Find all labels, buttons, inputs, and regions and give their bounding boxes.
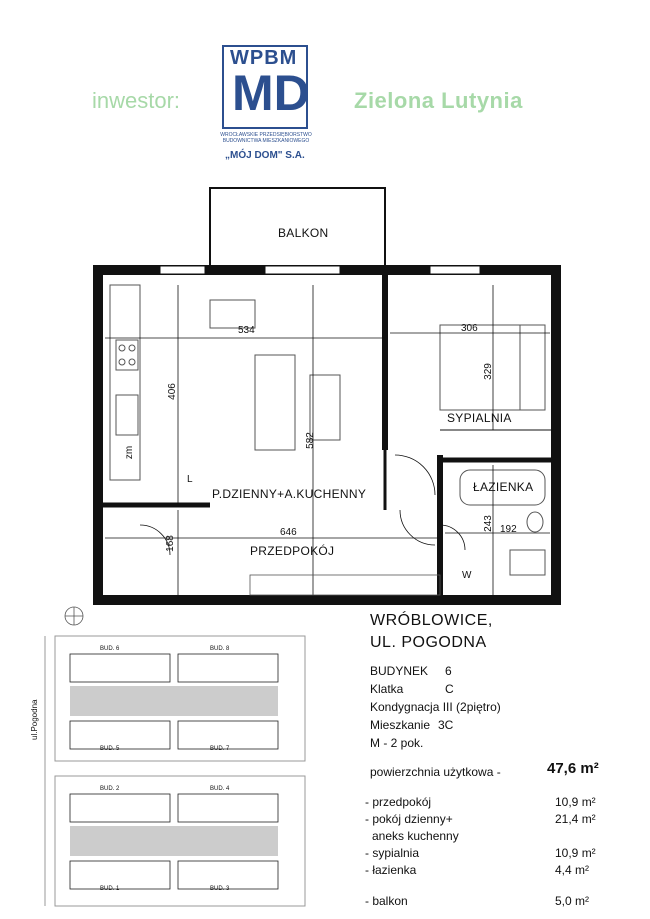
usable-area-label: powierzchnia użytkowa - [370,765,501,779]
area-label-hall: - przedpokój [365,795,432,809]
area-value-hall: 10,9 m² [555,795,596,809]
area-value-balcony: 5,0 m² [555,894,590,908]
dim-243: 243 [482,515,494,532]
floor-label: Kondygnacja III (2piętro) [370,700,501,714]
dim-329: 329 [482,363,494,380]
area-label-kitchen: aneks kuchenny [372,829,459,843]
bud-7: BUD. 7 [210,746,230,752]
street-title: UL. POGODNA [370,634,487,651]
dining-table [210,300,255,328]
bud-1: BUD. 1 [100,886,120,892]
dim-646: 646 [280,527,297,538]
dim-582: 582 [304,432,316,449]
dim-406: 406 [166,383,178,400]
apartment-label: Mieszkanie [370,718,431,732]
area-label-balcony: - balkon [365,894,408,908]
bud-3: BUD. 3 [210,886,230,892]
dim-168: 168 [164,535,176,552]
room-living: P.DZIENNY+A.KUCHENNY [212,487,367,501]
room-bedroom: SYPIALNIA [447,411,512,425]
site-plan [40,606,310,914]
logo-subtitle: WROCŁAWSKIE PRZEDSIĘBIORSTWO BUDOWNICTWA MIESZKANIOWEGO [220,132,312,144]
dim-306: 306 [461,323,478,334]
sofa [255,355,295,450]
logo-top-text: WPBM [230,47,298,69]
bud-5: BUD. 5 [100,746,120,752]
area-value-bedroom: 10,9 m² [555,846,596,860]
stair-label: Klatka [370,682,404,696]
rooms-label: M - 2 pok. [370,736,424,750]
area-label-living: - pokój dzienny+ [365,812,453,826]
area-value-bathroom: 4,4 m² [555,863,590,877]
area-label-bedroom: - sypialnia [365,846,420,860]
area-value-living: 21,4 m² [555,812,596,826]
logo-company: „MÓJ DOM" S.A. [225,150,305,161]
investor-label: inwestor: [92,88,181,113]
building-label: BUDYNEK [370,664,429,678]
fixture-l: L [187,474,193,485]
area-label-bathroom: - łazienka [365,863,417,877]
street-label: ul.Pogodna [30,699,39,740]
dim-534: 534 [238,325,255,336]
bud-8: BUD. 8 [210,646,230,652]
bud-6: BUD. 6 [100,646,120,652]
apartment-value: 3C [438,718,454,732]
project-name: Zielona Lutynia [354,88,523,113]
fixture-zm: zm [124,445,136,460]
bud-2: BUD. 2 [100,786,120,792]
dim-192: 192 [500,524,517,535]
usable-area-value: 47,6 m² [547,760,599,777]
city-title: WRÓBLOWICE, [370,612,493,629]
logo-mark: MD [232,65,310,121]
room-balcony: BALKON [278,226,329,240]
room-hall: PRZEDPOKÓJ [250,544,335,558]
fixture-w: W [462,570,472,581]
bud-4: BUD. 4 [210,786,230,792]
building-value: 6 [445,664,452,678]
stair-value: C [445,682,454,696]
room-bathroom: ŁAZIENKA [473,480,534,494]
